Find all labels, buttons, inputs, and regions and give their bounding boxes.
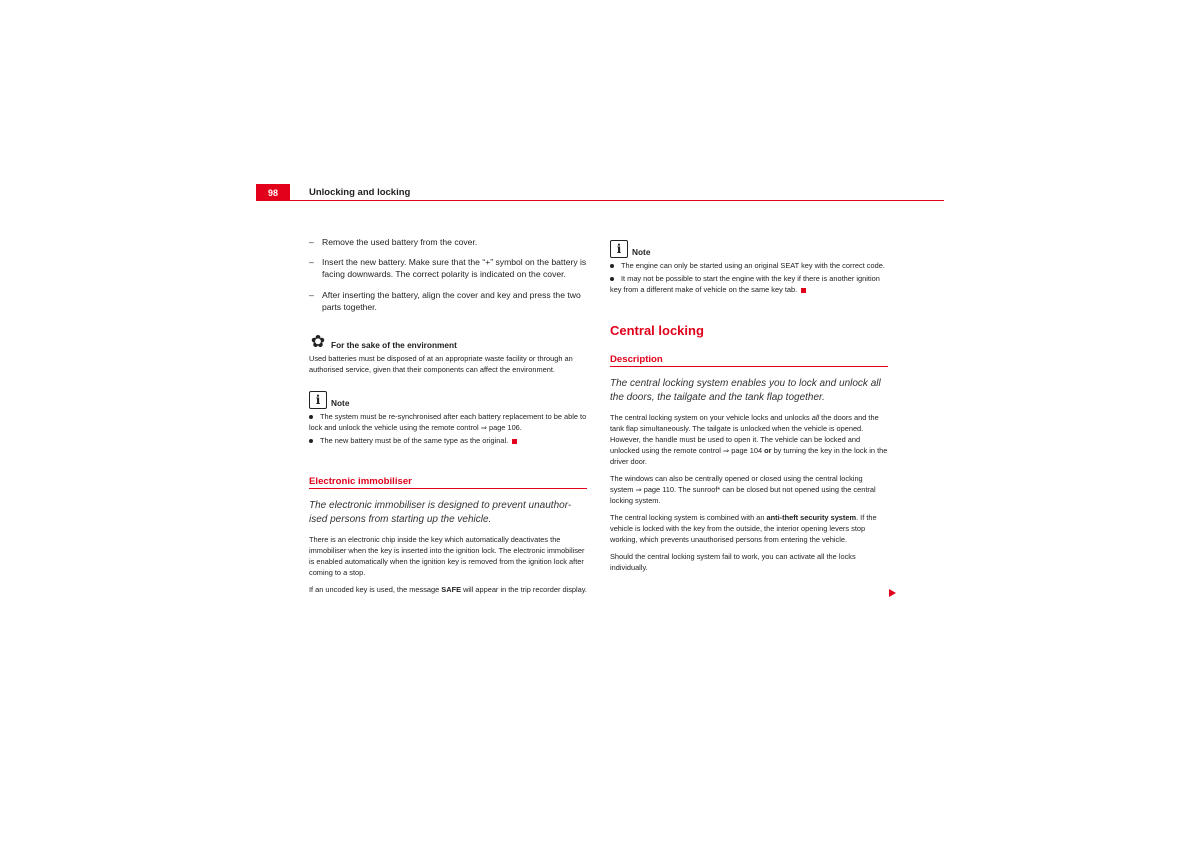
right-column <box>610 240 888 579</box>
note-bullet <box>309 435 587 446</box>
emphasis-all: all <box>811 413 820 422</box>
note-bullet <box>610 273 888 295</box>
safe-message: SAFE <box>441 585 462 595</box>
environment-title: For the sake of the environment <box>331 340 457 351</box>
note-header <box>610 240 888 258</box>
central-locking-paragraph-3 <box>610 512 888 545</box>
note-bullet-text: It may not be possible to start the engine with the key if there is another ignition key from a different make of vehicle on the same key tab. <box>610 274 880 294</box>
left-column <box>309 236 587 601</box>
step-text: Insert the new battery. Make sure that the “+” symbol on the battery is facing downwards. The correct polarity is indicated on the cover. <box>322 257 587 280</box>
description-heading: Description <box>610 354 888 367</box>
note-header <box>309 391 587 409</box>
text-run: The central locking system on your vehicle locks and unlocks <box>610 413 812 422</box>
text-run: If an uncoded key is used, the message <box>309 585 442 595</box>
text-run: will appear in the trip recorder display. <box>461 585 587 595</box>
section-end-mark <box>801 288 806 293</box>
chapter-title: Unlocking and locking <box>309 187 411 198</box>
arrow-right-icon <box>889 589 896 597</box>
note-title: Note <box>632 247 651 257</box>
note-bullet-text: The new battery must be of the same type as the original. <box>320 436 509 446</box>
section-end-mark <box>512 439 517 444</box>
bold-or: or <box>764 446 772 455</box>
text-run: by turning the key in the lock in the driver door. <box>610 446 888 466</box>
immobiliser-intro: The electronic immobiliser is designed to prevent unauthor-ised persons from starting up the vehicle. <box>309 500 572 525</box>
immobiliser-paragraph-2 <box>309 584 587 595</box>
flower-icon: ✿ <box>310 332 326 353</box>
environment-header <box>309 333 587 351</box>
step-item: – After inserting the battery, align the cover and key and press the two parts together. <box>309 289 581 312</box>
immobiliser-heading: Electronic immobiliser <box>309 476 587 489</box>
note-bullet-text: The system must be re-synchronised after each battery replacement to be able to lock and unlock the vehicle using the remote control ⇒ page 106. <box>309 412 587 433</box>
central-locking-paragraph-4: Should the central locking system fail to work, you can activate all the locks individually. <box>610 552 856 572</box>
info-icon: i <box>610 240 628 258</box>
anti-theft-term: anti-theft security system <box>766 513 857 522</box>
header-divider <box>256 200 944 201</box>
section-title: Central locking <box>610 323 704 338</box>
step-text: After inserting the battery, align the cover and key and press the two parts together. <box>322 289 581 312</box>
central-locking-intro: The central locking system enables you to lock and unlock all the doors, the tailgate and the tank flap together. <box>610 378 881 403</box>
central-locking-paragraph-2: The windows can also be centrally opened or closed using the central locking system ⇒ page 110. The sunroof* can be closed but not opened using the central locking system. <box>610 474 876 505</box>
immobiliser-paragraph: There is an electronic chip inside the key which automatically deactivates the immobiliser when the key is inserted into the ignition lock. The electronic immobiliser is enabled automatically when the ignition key is removed from the ignition lock after coming to a stop. <box>309 535 585 578</box>
page-number: 98 <box>267 188 278 198</box>
central-locking-paragraph-1 <box>610 412 888 467</box>
text-run: The central locking system is combined with an <box>610 513 767 522</box>
step-text: Remove the used battery from the cover. <box>322 237 478 247</box>
info-icon: i <box>309 391 327 409</box>
text-run: . If the vehicle is locked with the key from the outside, the interior opening levers stop working, which prevents unauthorised persons from entering the vehicle. <box>610 513 877 544</box>
note-bullet-text: The engine can only be started using an original SEAT key with the correct code. <box>621 261 885 270</box>
text-run: the doors and the tank flap simultaneously. The tailgate is unlocked when the vehicle is opened. However, the handle must be used to open it. The vehicle can be locked and unlocked using the remote control ⇒ page 104 <box>610 413 879 455</box>
step-item: – Insert the new battery. Make sure that the “+” symbol on the battery is facing downwards. The correct polarity is indicated on the cover. <box>309 257 587 280</box>
note-title: Note <box>331 398 350 409</box>
step-item: – Remove the used battery from the cover. <box>309 237 478 247</box>
note-bullet <box>309 411 587 433</box>
environment-text: Used batteries must be disposed of at an appropriate waste facility or through an authorised service, given that their components can affect the environment. <box>309 354 573 375</box>
note-bullet <box>610 260 888 271</box>
